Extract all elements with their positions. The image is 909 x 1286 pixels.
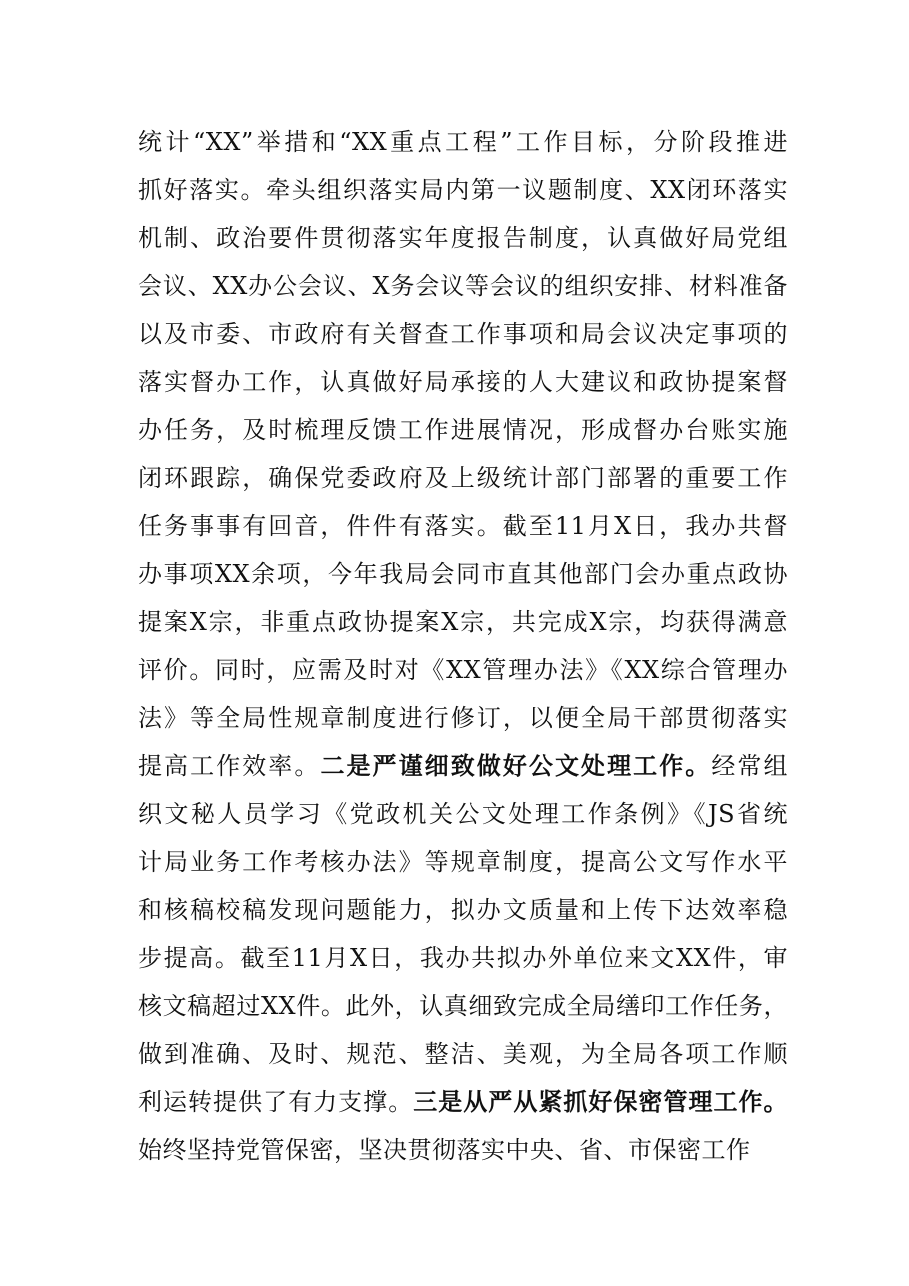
text-segment: 利运转提供了有力支撑。 (138, 1088, 414, 1116)
text-line: 落实督办工作，认真做好局承接的人大建议和政协提案督 (138, 368, 788, 396)
text-line: 办事项XX余项，今年我局会同市直其他部门会办重点政协 (138, 560, 788, 588)
text-segment: 提高工作效率。 (138, 752, 321, 780)
text-line: 始终坚持党管保密，坚决贯彻落实中央、省、市保密工作 (138, 1136, 751, 1164)
section-heading-3: 三是从严从紧抓好保密管理工作。 (413, 1088, 789, 1116)
text-line: 办任务，及时梳理反馈工作进展情况，形成督办台账实施 (138, 416, 788, 444)
body-text (138, 118, 788, 1174)
text-segment: 经常组 (711, 752, 788, 780)
text-line: 提案X宗，非重点政协提案X宗，共完成X宗，均获得满意 (138, 608, 788, 636)
text-line: 任务事事有回音，件件有落实。截至11月X日，我办共督 (138, 512, 788, 540)
text-line: 步提高。截至11月X日，我办共拟办外单位来文XX件，审 (138, 944, 788, 972)
text-line: 评价。同时，应需及时对《XX管理办法》《XX综合管理办 (138, 656, 788, 684)
text-line: 核文稿超过XX件。此外，认真细致完成全局缮印工作任务， (138, 992, 788, 1020)
text-line: 会议、XX办公会议、X务会议等会议的组织安排、材料准备 (138, 272, 788, 300)
section-heading-2: 二是严谨细致做好公文处理工作。 (320, 752, 712, 780)
text-line: 做到准确、及时、规范、整洁、美观，为全局各项工作顺 (138, 1040, 788, 1068)
text-line: 法》等全局性规章制度进行修订，以便全局干部贯彻落实 (138, 704, 788, 732)
text-line: 统计“XX”举措和“XX重点工程”工作目标，分阶段推进 (138, 128, 788, 156)
text-line: 计局业务工作考核办法》等规章制度，提高公文写作水平 (138, 848, 788, 876)
text-line: 和核稿校稿发现问题能力，拟办文质量和上传下达效率稳 (138, 896, 788, 924)
text-line: 以及市委、市政府有关督查工作事项和局会议决定事项的 (138, 320, 788, 348)
text-line: 抓好落实。牵头组织落实局内第一议题制度、XX闭环落实 (138, 176, 788, 204)
text-line-with-heading (138, 742, 788, 790)
text-line: 织文秘人员学习《党政机关公文处理工作条例》《JS省统 (138, 800, 788, 828)
text-line: 机制、政治要件贯彻落实年度报告制度，认真做好局党组 (138, 224, 788, 252)
text-line-with-heading (138, 1078, 788, 1126)
text-line: 闭环跟踪，确保党委政府及上级统计部门部署的重要工作 (138, 464, 788, 492)
